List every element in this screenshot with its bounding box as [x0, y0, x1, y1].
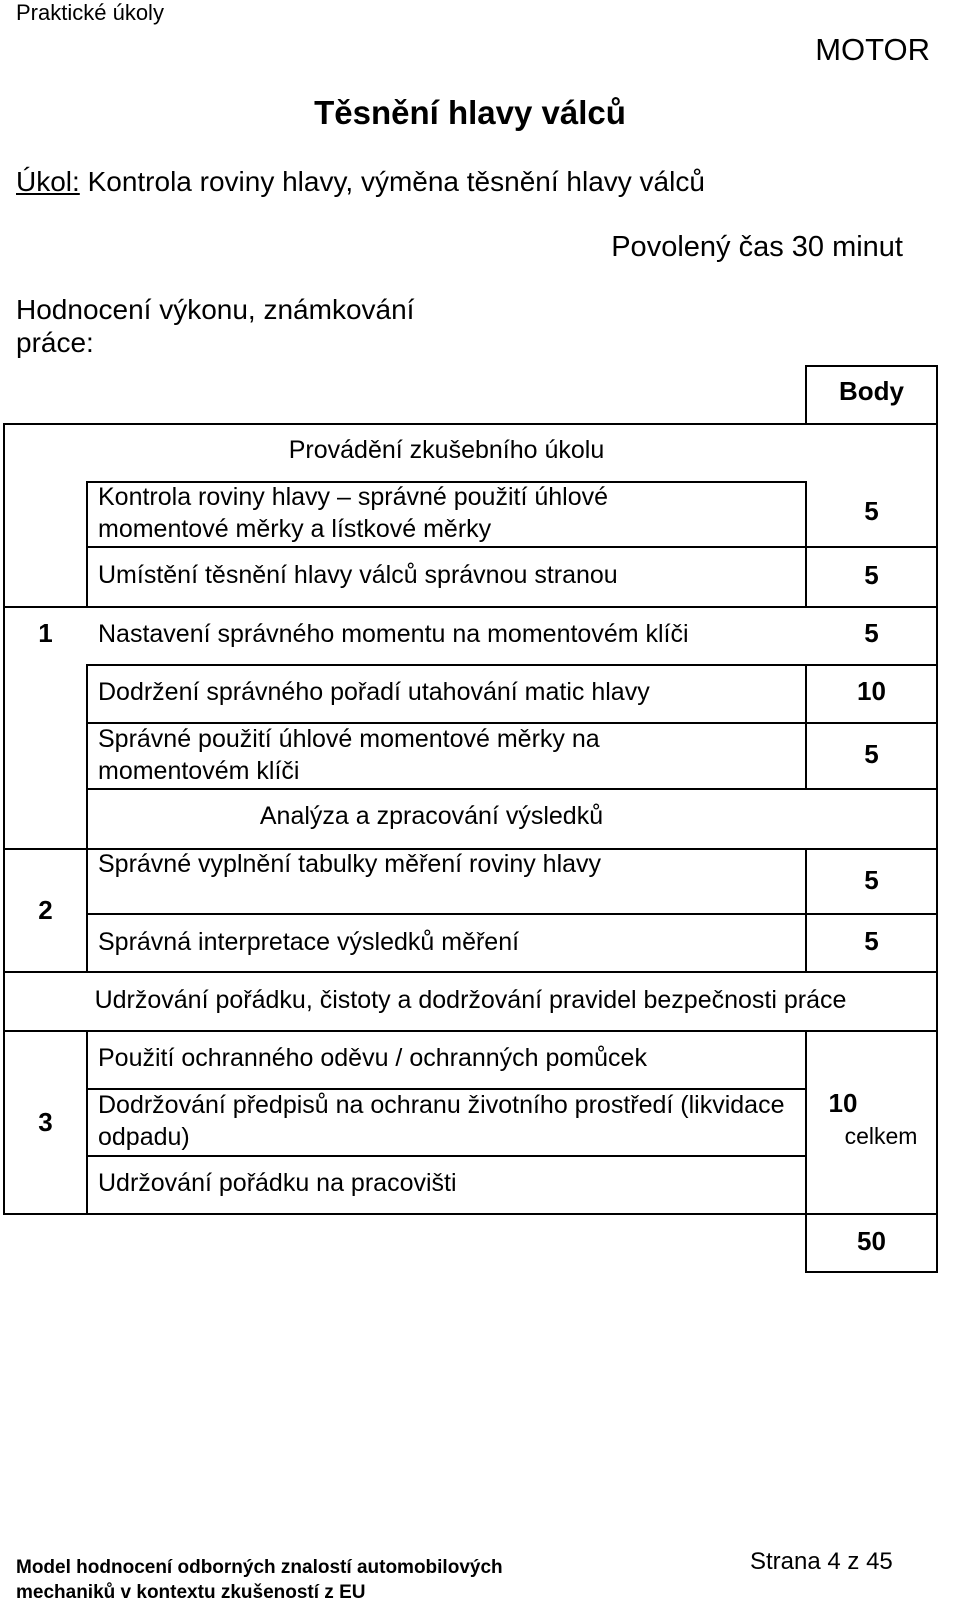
table-row: Udržování pořádku na pracovišti [98, 1169, 457, 1197]
page-number: Strana 4 z 45 [750, 1548, 893, 1575]
table-row: Správná interpretace výsledků měření [98, 928, 520, 956]
page-title: Těsnění hlavy válců [314, 94, 626, 131]
table-row: Správné vyplnění tabulky měření roviny hlavy [98, 850, 602, 878]
row-points: 5 [864, 739, 879, 769]
task-label: Úkol: [16, 166, 80, 197]
row-points: 10 [857, 676, 886, 706]
table-row: Použití ochranného oděvu / ochranných pomůcek [98, 1044, 647, 1072]
table-row: Nastavení správného momentu na momentovém klíči [98, 620, 689, 648]
evaluation-label: Hodnocení výkonu, známkování práce: [16, 294, 415, 358]
header-category: MOTOR [815, 32, 930, 67]
row-points: 5 [864, 926, 879, 956]
table-row: Správné použití úhlové momentové měrky na momentovém klíči [98, 725, 600, 785]
row-points: 5 [864, 618, 879, 648]
table-row: Umístění těsnění hlavy válců správnou stranou [98, 561, 618, 589]
footer-title: Model hodnocení odborných znalostí automobilových mechaniků v kontextu zkušeností z EU [16, 1557, 503, 1603]
section-title: Provádění zkušebního úkolu [288, 436, 605, 464]
allowed-time: Povolený čas 30 minut [611, 231, 903, 263]
section-number: 1 [38, 618, 53, 648]
section-points-note: celkem [844, 1123, 918, 1149]
points-header: Body [839, 376, 904, 406]
section-title: Udržování pořádku, čistoty a dodržování pravidel bezpečnosti práce [94, 986, 847, 1014]
row-points: 5 [864, 560, 879, 590]
task-line [16, 166, 705, 198]
row-points: 5 [864, 496, 879, 526]
section-points: 10 [828, 1088, 858, 1118]
total-points: 50 [857, 1226, 886, 1256]
task-text: Kontrola roviny hlavy, výměna těsnění hlavy válců [79, 166, 705, 197]
section-number: 2 [38, 895, 53, 925]
section-number: 3 [38, 1107, 53, 1137]
section-title: Analýza a zpracování výsledků [259, 802, 604, 830]
table-row: Kontrola roviny hlavy – správné použití úhlové momentové měrky a lístkové měrky [98, 483, 609, 543]
table-row: Dodržování předpisů na ochranu životního prostředí (likvidace odpadu) [98, 1091, 785, 1151]
table-row: Dodržení správného pořadí utahování matic hlavy [98, 678, 650, 706]
row-points: 5 [864, 865, 879, 895]
header-section: Praktické úkoly [16, 0, 164, 25]
